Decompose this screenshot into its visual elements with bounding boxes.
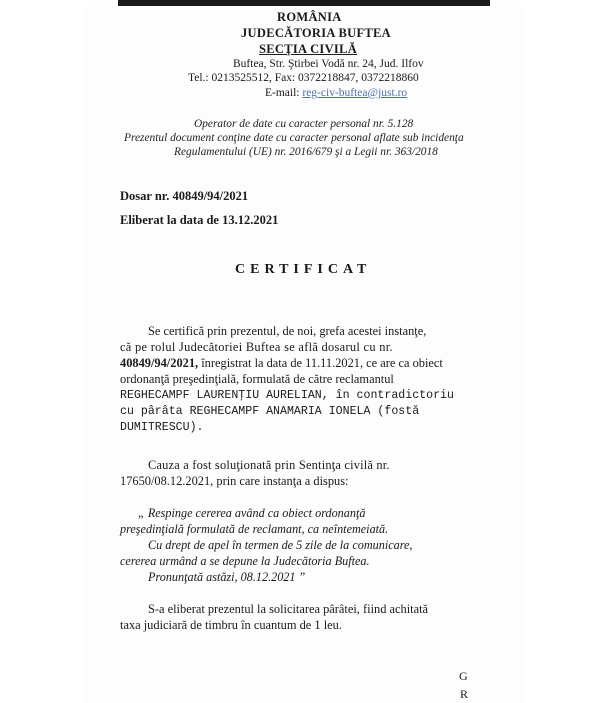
eliberat-date: Eliberat la data de 13.12.2021 xyxy=(120,213,279,227)
header-address: Buftea, Str. Ştirbei Vodă nr. 24, Jud. Ilfov xyxy=(233,58,424,70)
header-court: JUDECĂTORIA BUFTEA xyxy=(241,26,391,40)
quote-line4: cererea urmând a se depune la Judecătoria Buftea. xyxy=(120,554,370,568)
header-email-row xyxy=(265,87,407,99)
para3-line1: S-a eliberat prezentul la solicitarea pârâtei, fiind achitată xyxy=(148,602,429,616)
para3-line2: taxa judiciară de timbru în cuantum de 1 leu. xyxy=(120,618,342,632)
para1-line4: ordonanţă preşedinţială, formulată de către reclamantul xyxy=(120,372,394,386)
document-title: CERTIFICAT xyxy=(235,262,372,277)
operator-line-1: Operator de date cu caracter personal nr. 5.128 xyxy=(194,118,414,130)
para1-line3-rest: înregistrat la data de 11.11.2021, ce are ca obiect xyxy=(198,356,443,370)
para1-line7: DUMITRESCU). xyxy=(120,421,204,434)
para1-case-number: 40849/94/2021, xyxy=(120,356,199,370)
stamp-fragment-r: R xyxy=(460,687,469,701)
operator-line-2: Prezentul document conţine date cu caracter personal aflate sub incidenţa xyxy=(124,132,464,144)
operator-line-3: Regulamentului (UE) nr. 2016/679 şi a Legii nr. 363/2018 xyxy=(174,146,438,158)
quote-line3: Cu drept de apel în termen de 5 zile de la comunicare, xyxy=(148,538,413,552)
header-phone-fax: Tel.: 0213525512, Fax: 0372218847, 0372218860 xyxy=(188,72,419,84)
para1-line2: că pe rolul Judecătoriei Buftea se află dosarul cu nr. xyxy=(120,340,393,354)
email-label: E-mail: xyxy=(265,87,303,99)
para1-line3 xyxy=(120,356,443,371)
para1-line5: REGHECAMPF LAURENŢIU AURELIAN, în contradictoriu xyxy=(120,389,454,402)
quote-line5: Pronunţată astăzi, 08.12.2021 ” xyxy=(148,570,306,584)
header-section: SECŢIA CIVILĂ xyxy=(259,42,358,56)
dosar-number: Dosar nr. 40849/94/2021 xyxy=(120,189,249,203)
quote-line1: „ Respinge cererea având ca obiect ordonanţă xyxy=(138,506,366,520)
stamp-fragment-g: G xyxy=(459,669,468,683)
header-country: ROMÂNIA xyxy=(277,10,342,24)
document-page xyxy=(84,6,522,703)
para2-line2: 17650/08.12.2021, prin care instanţa a dispus: xyxy=(120,474,349,488)
para1-line6: cu pârâta REGHECAMPF ANAMARIA IONELA (fostă xyxy=(120,405,420,418)
para1-line1: Se certifică prin prezentul, de noi, grefa acestei instanţe, xyxy=(148,324,427,338)
email-link[interactable]: reg-civ-buftea@just.ro xyxy=(302,87,408,99)
quote-line2: preşedinţială formulată de reclamant, ca neîntemeiată. xyxy=(120,522,389,536)
para2-line1: Cauza a fost soluţionată prin Sentinţa civilă nr. xyxy=(148,458,390,472)
